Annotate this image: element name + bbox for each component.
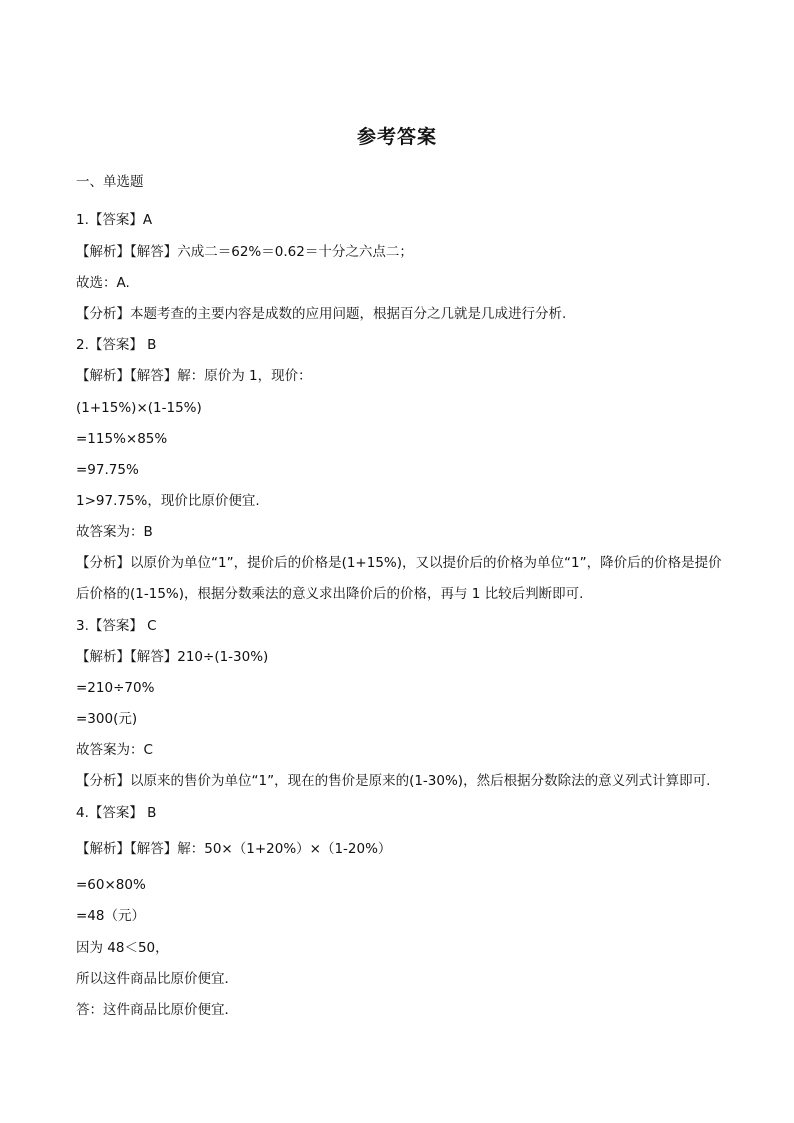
- answer-4-answer: 答：这件商品比原价便宜．: [76, 1002, 238, 1018]
- answer-4-step-1: =60×80%: [76, 877, 146, 893]
- answer-2-step-2: =115%×85%: [76, 431, 168, 447]
- answer-3-step-1: =210÷70%: [76, 680, 155, 696]
- answer-3-analysis: 【分析】以原来的售价为单位“1”，现在的售价是原来的(1-30%)，然后根据分数除法的意义列式计算即可.: [76, 773, 711, 789]
- answer-2-choice: 故答案为：B: [76, 524, 153, 540]
- answer-2-heading: 2.【答案】 B: [76, 337, 157, 353]
- section-heading: 一、单选题: [76, 174, 144, 190]
- answer-4-comparison: 因为 48＜50，: [76, 940, 169, 956]
- answer-1-heading: 1.【答案】A: [76, 212, 153, 228]
- answer-2-step-1: (1+15%)×(1-15%): [76, 400, 202, 416]
- answer-2-solution: 【解析】【解答】解：原价为 1，现价：: [76, 368, 312, 384]
- answer-4-solution: 【解析】【解答】解：50×（1+20%）×（1-20%）: [76, 841, 392, 857]
- answer-2-analysis: 【分析】以原价为单位“1”，提价后的价格是(1+15%)，又以提价后的价格为单位“1”，降价后的价格是提价后价格的(1-15%)，根据分数乘法的意义求出降价后的价格，再与 1 比较后判断即可.: [76, 555, 722, 602]
- answer-4-heading: 4.【答案】 B: [76, 805, 157, 821]
- page-title: 参考答案: [356, 126, 437, 148]
- answer-3-solution: 【解析】【解答】210÷(1-30%): [76, 649, 269, 665]
- answer-2-step-3: =97.75%: [76, 462, 139, 478]
- answer-1-choice: 故选：A.: [76, 275, 130, 291]
- answer-1-solution: 【解析】【解答】六成二＝62%＝0.62＝十分之六点二；: [76, 244, 413, 260]
- answer-4-conclusion: 所以这件商品比原价便宜．: [76, 971, 238, 987]
- answer-3-heading: 3.【答案】 C: [76, 618, 157, 634]
- answer-3-choice: 故答案为：C: [76, 742, 153, 758]
- answer-3-step-2: =300(元): [76, 711, 138, 727]
- answer-2-conclusion: 1>97.75%，现价比原价便宜.: [76, 493, 260, 509]
- answer-4-step-2: =48（元）: [76, 908, 145, 924]
- answer-1-analysis: 【分析】本题考查的主要内容是成数的应用问题，根据百分之几就是几成进行分析.: [76, 306, 567, 322]
